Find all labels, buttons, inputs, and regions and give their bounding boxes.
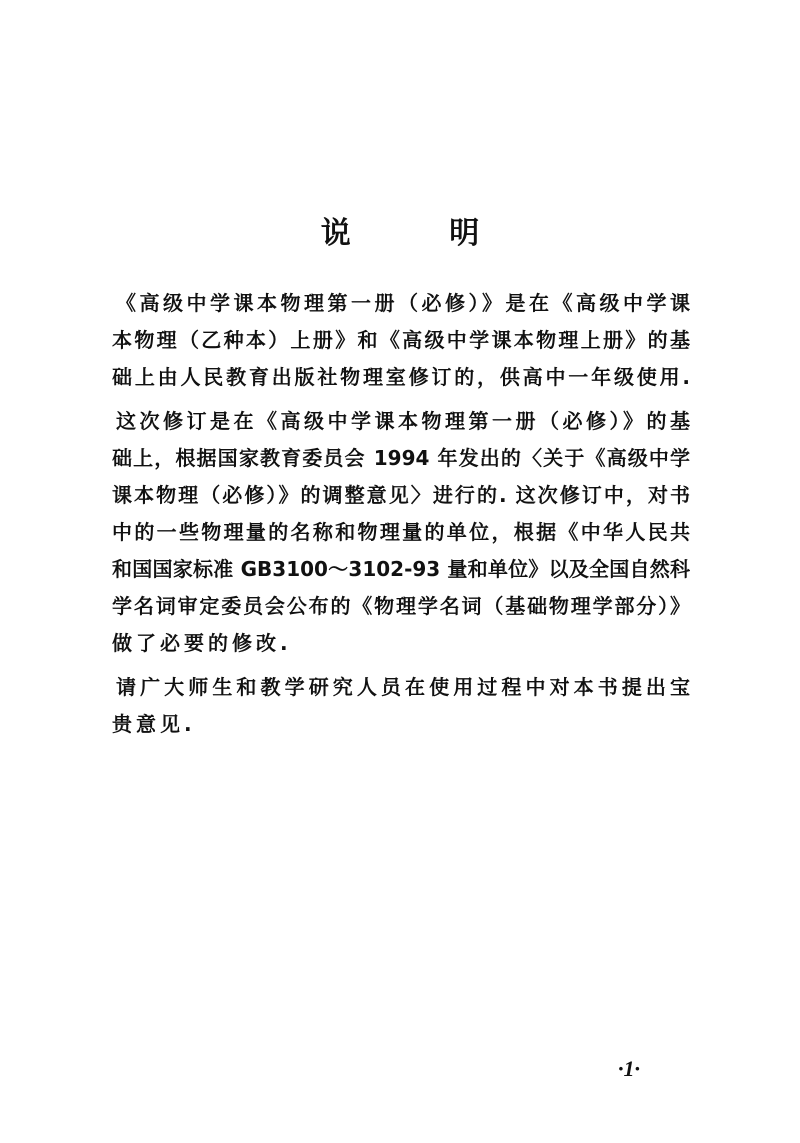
text-line: 这次修订是在《高级中学课本物理第一册（必修）》的基 (116, 409, 690, 433)
text-line: 《高级中学课本物理第一册（必修）》是在《高级中学课 (116, 291, 690, 315)
text-line: 础上由人民教育出版社物理室修订的，供高中一年级使用. (112, 365, 690, 389)
text-line: 做了必要的修改. (112, 631, 292, 655)
text-line: 贵意见. (112, 712, 196, 736)
text-line: 请广大师生和教学研究人员在使用过程中对本书提出宝 (116, 675, 690, 699)
text-line: 础上，根据国家教育委员会 1994 年发出的〈关于《高级中学 (112, 446, 690, 470)
text-line: 课本物理（必修）》的调整意见〉进行的. 这次修订中，对书 (112, 483, 690, 507)
text-line: 本物理（乙种本）上册》和《高级中学课本物理上册》的基 (112, 328, 690, 352)
text-line: 和国国家标准 GB3100～3102-93 量和单位》以及全国自然科 (112, 557, 690, 581)
text-line: 学名词审定委员会公布的《物理学名词（基础物理学部分）》 (112, 594, 690, 618)
page-title: 说 明 (320, 216, 524, 251)
paragraph-1 (112, 288, 690, 399)
text-line: 中的一些物理量的名称和物理量的单位，根据《中华人民共 (112, 520, 690, 544)
paragraph-2 (112, 406, 690, 665)
document-body (112, 288, 690, 746)
paragraph-3 (112, 672, 690, 746)
page-number: ·1· (618, 1056, 640, 1081)
